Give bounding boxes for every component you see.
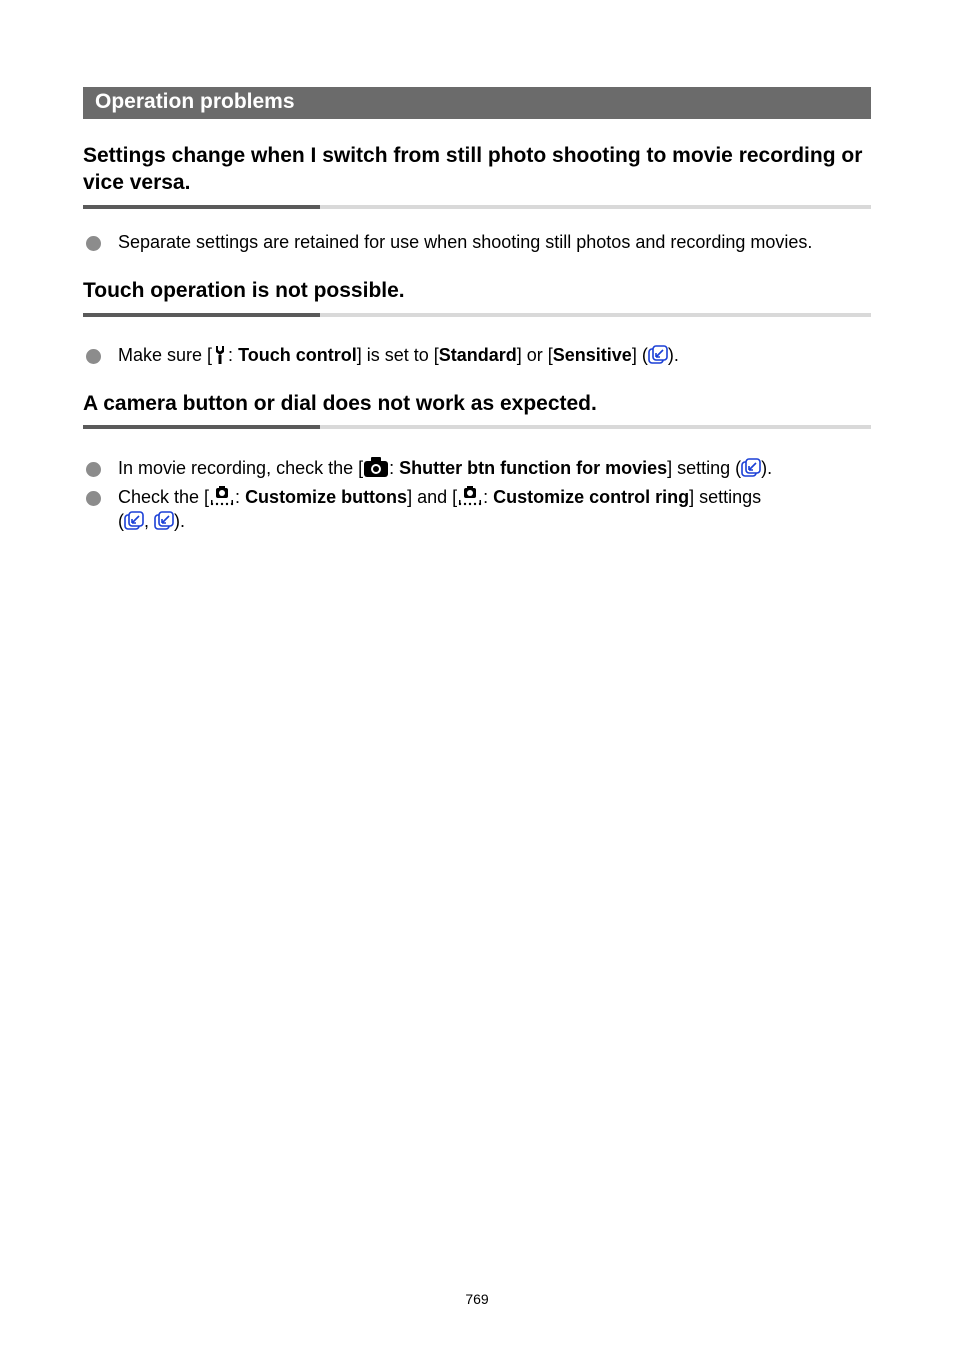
option-name: Standard <box>438 345 517 365</box>
section-divider <box>83 313 871 317</box>
text-segment: ). <box>761 458 773 478</box>
text-segment: : <box>235 487 246 507</box>
text-segment: Check the [ <box>118 487 210 507</box>
text-segment: ] or [ <box>516 345 553 365</box>
text-segment: ). <box>174 511 186 531</box>
text-segment: Make sure [ <box>118 345 213 365</box>
text-segment: In movie recording, check the [ <box>118 458 364 478</box>
text-segment: ] is set to [ <box>356 345 439 365</box>
camera-icon <box>363 456 389 478</box>
bullet-icon <box>86 349 101 364</box>
list-item-text <box>118 456 878 480</box>
page-link-icon[interactable] <box>741 458 761 478</box>
text-segment: ] setting ( <box>667 458 742 478</box>
text-segment: : <box>228 345 239 365</box>
text-segment: , <box>144 511 155 531</box>
section-divider <box>83 425 871 429</box>
list-item-text <box>118 343 878 367</box>
section-title-camera-button: A camera button or dial does not work as expected. <box>83 392 597 415</box>
page-link-icon[interactable] <box>648 345 668 365</box>
bullet-icon <box>86 236 101 251</box>
section-divider <box>83 205 871 209</box>
text-segment: ( <box>118 511 124 531</box>
option-name: Sensitive <box>552 345 632 365</box>
custom-functions-camera-icon <box>457 485 483 507</box>
setting-name: Touch control <box>238 345 357 365</box>
section-title-touch-operation: Touch operation is not possible. <box>83 279 405 302</box>
text-segment: ] and [ <box>407 487 458 507</box>
setting-name: Customize buttons <box>245 487 408 507</box>
text-segment: : <box>389 458 400 478</box>
wrench-icon <box>212 345 228 365</box>
text-segment: ] ( <box>631 345 648 365</box>
bullet-icon <box>86 462 101 477</box>
setting-name: Customize control ring <box>493 487 690 507</box>
page-link-icon[interactable] <box>124 511 144 531</box>
text-segment: : <box>483 487 494 507</box>
list-item-text: Separate settings are retained for use when shooting still photos and recording movies. <box>118 232 813 252</box>
section-title-settings-change: Settings change when I switch from still photo shooting to movie recording or vice versa. <box>83 144 863 194</box>
page-number: 769 <box>465 1291 489 1307</box>
bullet-icon <box>86 491 101 506</box>
setting-name: Shutter btn function for movies <box>399 458 668 478</box>
section-banner <box>83 87 871 119</box>
list-item-text <box>118 485 878 533</box>
section-banner-title: Operation problems <box>95 90 295 113</box>
text-segment: ). <box>667 345 679 365</box>
text-segment: ] settings <box>689 487 762 507</box>
custom-functions-camera-icon <box>209 485 235 507</box>
page-link-icon[interactable] <box>154 511 174 531</box>
